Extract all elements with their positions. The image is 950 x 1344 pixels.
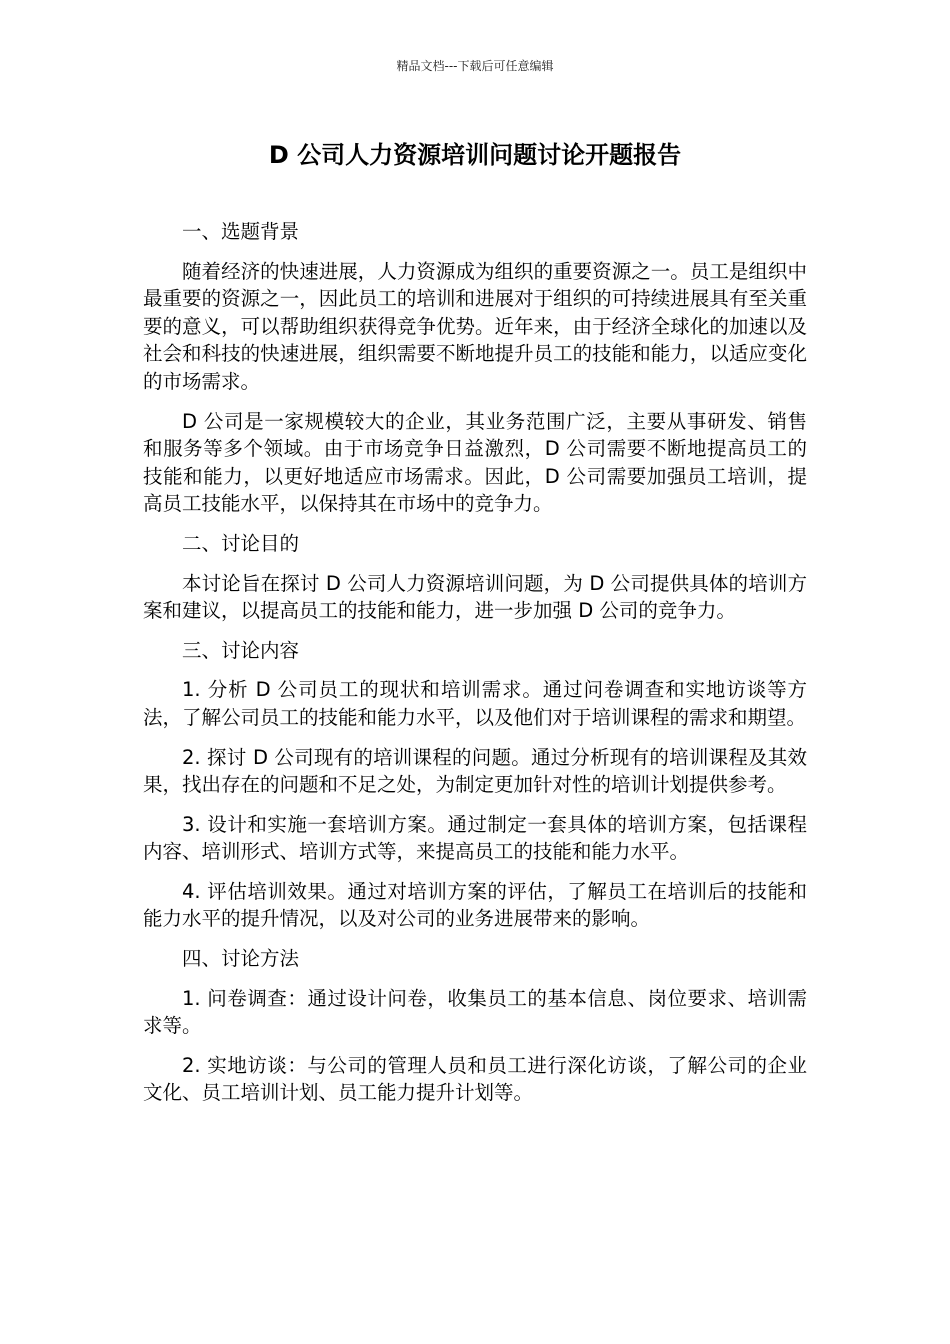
section-heading-method: 四、讨论方法	[182, 947, 300, 971]
method-item-2: 2. 实地访谈：与公司的管理人员和员工进行深化访谈，了解公司的企业文化、员工培训计划、员工能力提升计划等。	[143, 1053, 807, 1105]
content-item-1: 1. 分析 D 公司员工的现状和培训需求。通过问卷调查和实地访谈等方法，了解公司员工的技能和能力水平，以及他们对于培训课程的需求和期望。	[143, 678, 807, 729]
purpose-paragraph: 本讨论旨在探讨 D 公司人力资源培训问题，为 D 公司提供具体的培训方案和建议，以提高员工的技能和能力，进一步加强 D 公司的竞争力。	[143, 571, 807, 623]
document-body	[143, 214, 807, 1119]
header-note: 精品文档---下载后可任意编辑	[396, 59, 554, 73]
method-item-1: 1. 问卷调查：通过设计问卷，收集员工的基本信息、岗位要求、培训需求等。	[143, 986, 807, 1038]
content-item-4: 4. 评估培训效果。通过对培训方案的评估，了解员工在培训后的技能和能力水平的提升情况，以及对公司的业务进展带来的影响。	[143, 879, 807, 931]
section-heading-content: 三、讨论内容	[182, 638, 300, 662]
background-paragraph-1: 随着经济的快速进展，人力资源成为组织的重要资源之一。员工是组织中最重要的资源之一，因此员工的培训和进展对于组织的可持续进展具有至关重要的意义，可以帮助组织获得竞争优势。近年来，由于经济全球化的加速以及社会和科技的快速进展，组织需要不断地提升员工的技能和能力，以适应变化的市场需求。	[143, 259, 807, 393]
section-heading-background: 一、选题背景	[182, 220, 300, 243]
content-item-2: 2. 探讨 D 公司现有的培训课程的问题。通过分析现有的培训课程及其效果，找出存在的问题和不足之处，为制定更加针对性的培训计划提供参考。	[143, 745, 807, 797]
section-heading-purpose: 二、讨论目的	[182, 531, 300, 555]
background-paragraph-2: D 公司是一家规模较大的企业，其业务范围广泛，主要从事研发、销售和服务等多个领域。由于市场竞争日益激烈，D 公司需要不断地提高员工的技能和能力，以更好地适应市场需求。因此，D 公司需要加强员工培训，提高员工技能水平，以保持其在市场中的竞争力。	[143, 409, 807, 516]
content-item-3: 3. 设计和实施一套培训方案。通过制定一套具体的培训方案，包括课程内容、培训形式、培训方式等，来提高员工的技能和能力水平。	[143, 812, 807, 864]
document-title: D 公司人力资源培训问题讨论开题报告	[268, 141, 682, 169]
